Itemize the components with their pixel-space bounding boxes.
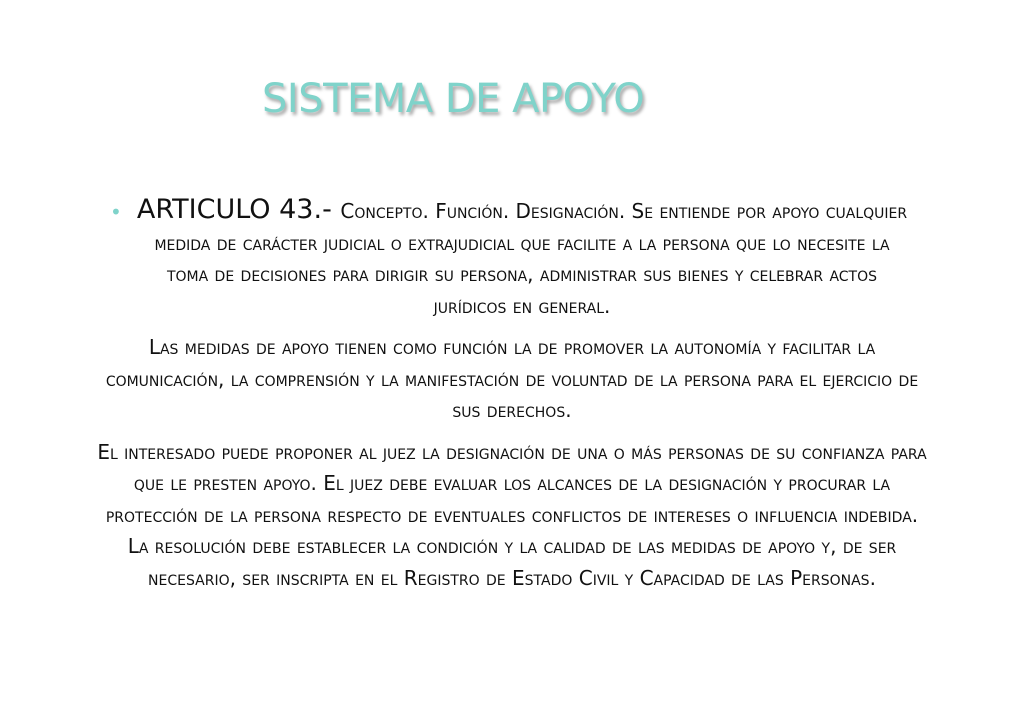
slide-title: SISTEMA DE APOYO <box>262 76 645 122</box>
bullet-dot-icon: • <box>110 200 122 224</box>
support-function-paragraph: Las medidas de apoyo tienen como función la de promover la autonomía y facilitar la comunicación, la comprensión y la manifestación de voluntad de la persona para el ejercicio de sus derechos. <box>105 335 919 422</box>
slide-content <box>96 194 928 604</box>
designation-paragraph: El interesado puede proponer al juez la designación de una o más personas de su confianza para que le presten apoyo. El juez debe evaluar los alcances de la designación y procurar la protección de la persona respecto de eventuales conflictos de intereses o influencia indebida. La resolución debe establecer la condición y la calidad de las medidas de apoyo y, de ser necesario, ser inscripta en el Registro de Estado Civil y Capacidad de las Personas. <box>97 439 927 590</box>
article-paragraph <box>96 194 928 322</box>
article-text: Concepto. Función. Designación. Se entiende por apoyo cualquier medida de carácter judicial o extrajudicial que facilite a la persona que lo necesite la toma de decisiones para dirigir su persona, administrar sus bienes y celebrar actos jurídicos en general. <box>154 199 908 318</box>
article-heading: ARTICULO 43.- <box>136 194 341 225</box>
